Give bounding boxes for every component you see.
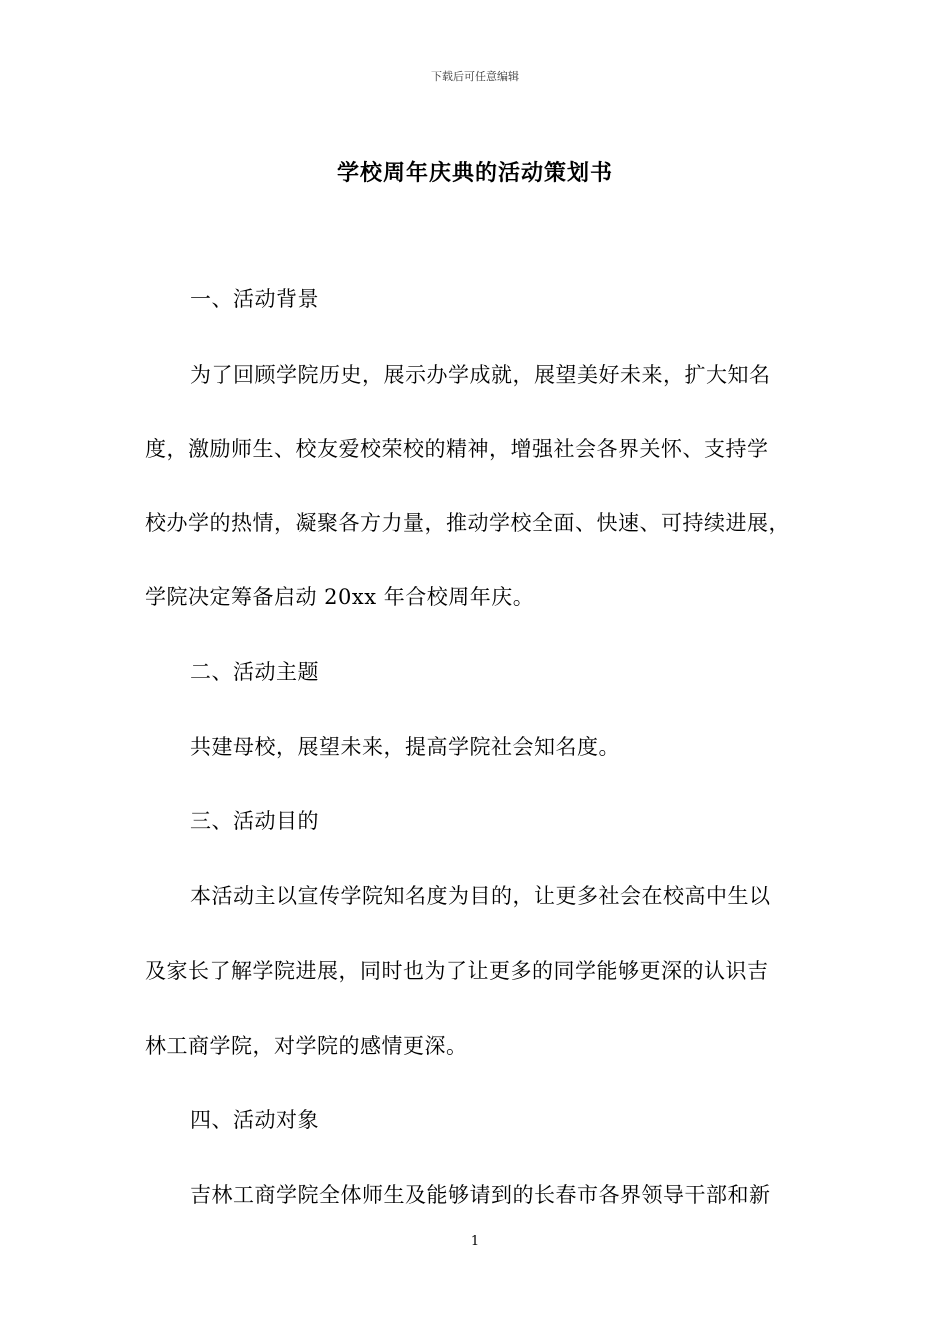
paragraph-line: 度，激励师生、校友爱校荣校的精神，增强社会各界关怀、支持学 <box>145 437 769 461</box>
section-heading-theme: 二、活动主题 <box>190 660 319 684</box>
section-heading-background: 一、活动背景 <box>190 287 319 311</box>
page-number: 1 <box>470 1234 480 1249</box>
paragraph-line: 学院决定筹备启动 20xx 年合校周年庆。 <box>145 585 535 609</box>
paragraph-line: 及家长了解学院进展，同时也为了让更多的同学能够更深的认识吉 <box>145 959 769 983</box>
paragraph-line: 为了回顾学院历史，展示办学成就，展望美好未来，扩大知名 <box>190 363 771 387</box>
paragraph-line: 林工商学院，对学院的感情更深。 <box>145 1034 468 1058</box>
document-title: 学校周年庆典的活动策划书 <box>336 160 613 186</box>
page-header-note: 下载后可任意编辑 <box>431 70 519 83</box>
paragraph-line: 吉林工商学院全体师生及能够请到的长春市各界领导干部和新 <box>190 1183 771 1207</box>
section-heading-audience: 四、活动对象 <box>190 1108 319 1132</box>
paragraph-line: 校办学的热情，凝聚各方力量，推动学校全面、快速、可持续进展， <box>145 511 790 535</box>
section-heading-purpose: 三、活动目的 <box>190 809 319 833</box>
paragraph-line: 共建母校，展望未来，提高学院社会知名度。 <box>190 735 620 759</box>
paragraph-line: 本活动主以宣传学院知名度为目的，让更多社会在校高中生以 <box>190 884 771 908</box>
